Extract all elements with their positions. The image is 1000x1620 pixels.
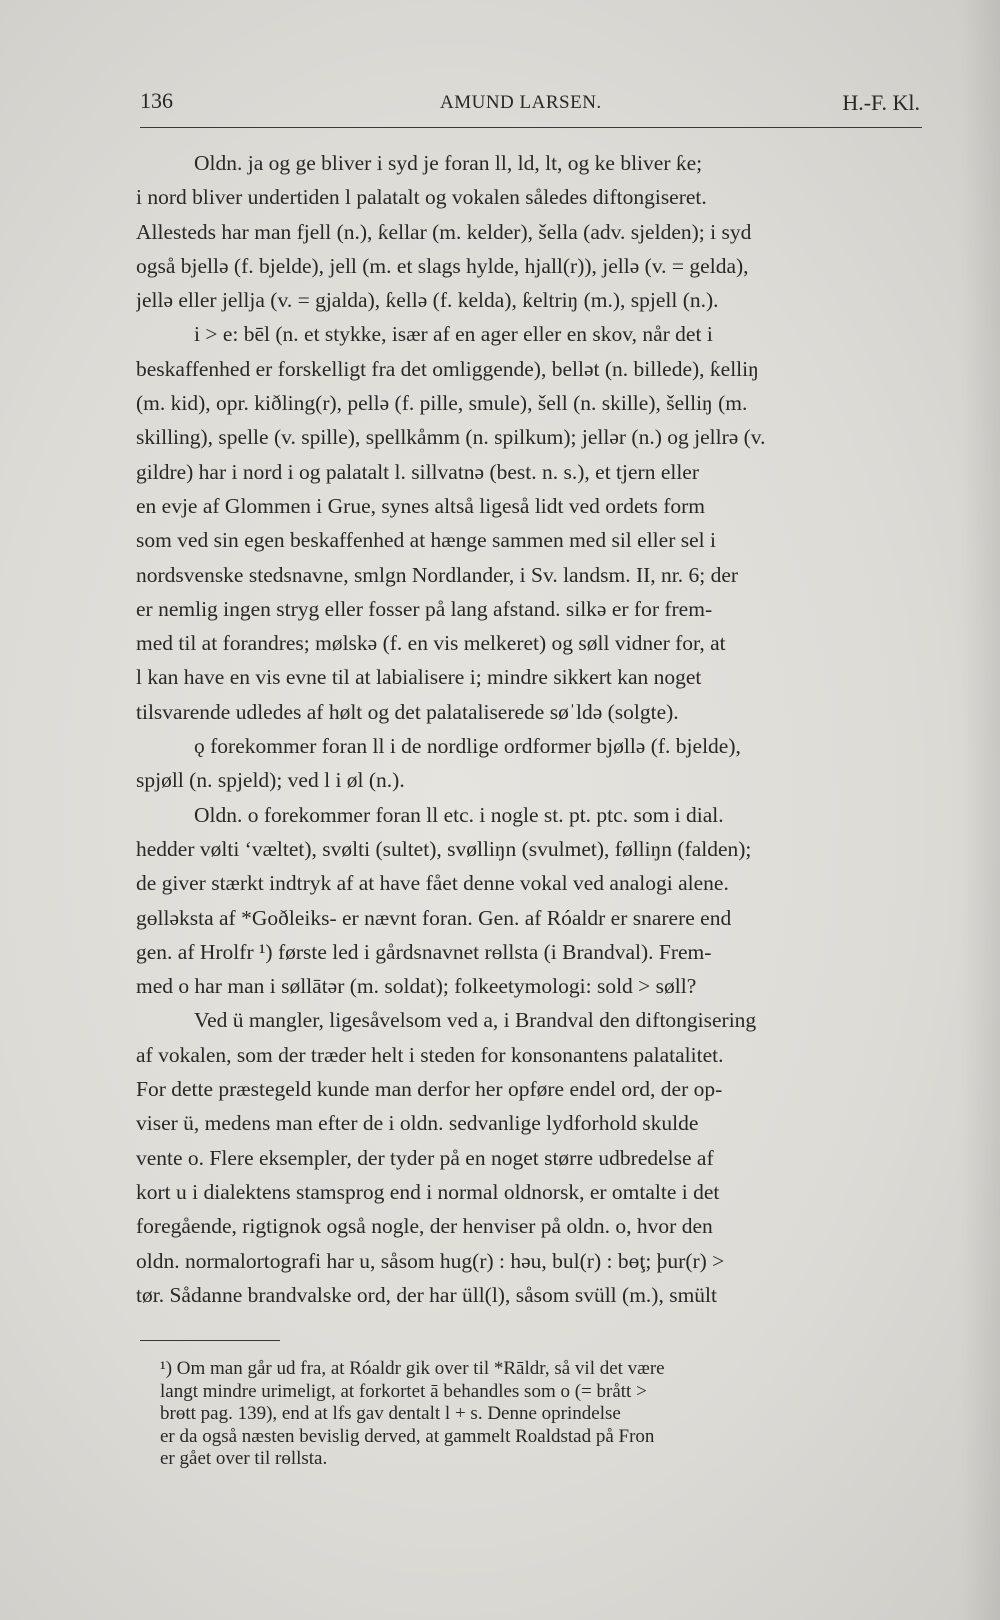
text-line: foregående, rigtignok også nogle, der henviser på oldn. o, hvor den	[136, 1214, 713, 1239]
text-line: med til at forandres; mølskə (f. en vis melkeret) og søll vidner for, at	[136, 631, 726, 656]
body-text	[136, 146, 912, 1312]
text-line: som ved sin egen beskaffenhed at hænge sammen med sil eller sel i	[136, 528, 716, 553]
text-line: hedder vølti ‘væltet), svølti (sultet), svølliŋn (svulmet), følliŋn (falden);	[136, 836, 752, 861]
page-number: 136	[140, 88, 173, 113]
text-line: er nemlig ingen stryg eller fosser på lang afstand. silkə er for frem-	[136, 596, 713, 621]
text-line: ǫ forekommer foran ll i de nordlige ordformer bjøllə (f. bjelde),	[194, 734, 741, 759]
text-line: med o har man i søllātər (m. soldat); folkeetymologi: sold > søll?	[136, 974, 697, 999]
text-line: gen. af Hrolfr ¹) første led i gårdsnavnet rөllsta (i Brandval). Frem-	[136, 939, 712, 964]
text-line: Ved ü mangler, ligesåvelsom ved a, i Brandval den diftongisering	[194, 1008, 757, 1033]
text-line: (m. kid), opr. kiðling(r), pellə (f. pille, smule), šell (n. skille), šelliŋ (m.	[136, 391, 748, 416]
text-line: viser ü, medens man efter de i oldn. sedvanlige lydforhold skulde	[136, 1111, 699, 1136]
text-line: vente o. Flere eksempler, der tyder på en noget større udbredelse af	[136, 1145, 714, 1170]
running-title: AMUND LARSEN.	[440, 92, 602, 113]
text-line: de giver stærkt indtryk af at have fået denne vokal ved analogi alene.	[136, 871, 729, 896]
footnote-line: langt mindre urimeligt, at forkortet ā behandles som o (= brått >	[160, 1380, 647, 1402]
footnote-rule	[140, 1340, 280, 1341]
text-line: af vokalen, som der træder helt i steden for konsonantens palatalitet.	[136, 1042, 724, 1067]
text-line: i > e: bēl (n. et stykke, især af en ager eller en skov, når det i	[194, 322, 713, 347]
text-line: For dette præstegeld kunde man derfor her opføre endel ord, der op-	[136, 1077, 723, 1102]
footnote-line: ¹) Om man går ud fra, at Róaldr gik over til *Rāldr, så vil det være	[160, 1358, 665, 1379]
running-header	[140, 88, 920, 122]
text-line: jellə eller jellja (v. = gjalda), ƙellə (f. kelda), ƙeltriŋ (m.), spjell (n.).	[136, 288, 719, 313]
text-line: gөlləksta af *Goðleiks- er nævnt foran. Gen. af Róaldr er snarere end	[136, 905, 732, 930]
text-line: skilling), spelle (v. spille), spellkåmm (n. spilkum); jellər (n.) og jellrə (v.	[136, 425, 766, 450]
text-line: i nord bliver undertiden l palatalt og vokalen således diftongiseret.	[136, 185, 707, 210]
footnotes	[160, 1358, 920, 1471]
section-label: H.-F. Kl.	[842, 90, 920, 115]
text-line: beskaffenhed er forskelligt fra det omliggende), bellət (n. billede), ƙelliŋ	[136, 356, 759, 381]
text-line: Allesteds har man fjell (n.), ƙellar (m. kelder), šella (adv. sjelden); i syd	[136, 219, 752, 244]
text-line: l kan have en vis evne til at labialisere i; mindre sikkert kan noget	[136, 665, 702, 690]
text-line: gildre) har i nord i og palatalt l. sillvatnə (best. n. s.), et tjern eller	[136, 459, 700, 484]
footnote-line: er da også næsten bevislig derved, at gammelt Roaldstad på Fron	[160, 1425, 655, 1447]
text-line: nordsvenske stedsnavne, smlgn Nordlander, i Sv. landsm. II, nr. 6; der	[136, 562, 739, 587]
footnote-line: er gået over til rөllsta.	[160, 1448, 328, 1469]
footnote-line: brөtt pag. 139), end at lfs gav dentalt l + s. Denne oprindelse	[160, 1403, 621, 1424]
text-line: tør. Sådanne brandvalske ord, der har üll(l), såsom svüll (m.), smült	[136, 1282, 717, 1307]
text-line: tilsvarende udledes af hølt og det palataliserede søˈldə (solgte).	[136, 699, 679, 724]
text-line: Oldn. o forekommer foran ll etc. i nogle st. pt. ptc. som i dial.	[194, 802, 724, 827]
text-line: kort u i dialektens stamsprog end i normal oldnorsk, er omtalte i det	[136, 1179, 720, 1204]
text-line: en evje af Glommen i Grue, synes altså ligeså lidt ved ordets form	[136, 493, 705, 518]
text-line: spjøll (n. spjeld); ved l i øl (n.).	[136, 768, 405, 793]
header-rule	[140, 127, 922, 128]
text-line: oldn. normalortografi har u, såsom hug(r) : həu, bul(r) : bөţ; þur(r) >	[136, 1248, 725, 1273]
text-line: også bjellə (f. bjelde), jell (m. et slags hylde, hjall(r)), jellə (v. = gelda),	[136, 253, 749, 278]
text-line: Oldn. ja og ge bliver i syd je foran ll, ld, lt, og ke bliver ƙe;	[194, 151, 703, 175]
